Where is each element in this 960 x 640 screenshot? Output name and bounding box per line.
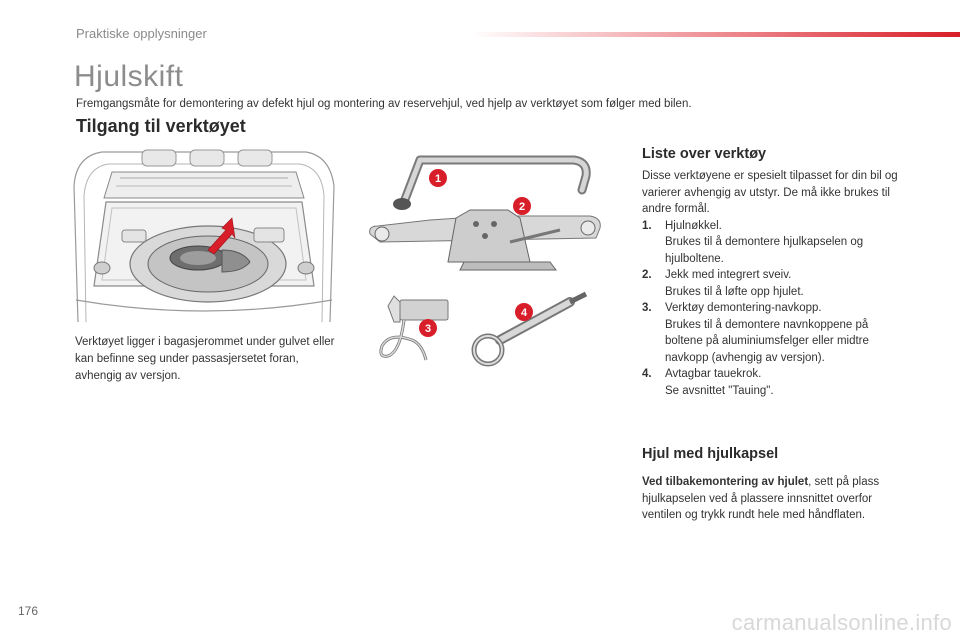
list-item-description: Brukes til å løfte opp hjulet. (665, 285, 804, 298)
list-item (642, 267, 904, 300)
list-item-description: Se avsnittet "Tauing". (665, 384, 774, 397)
list-item-number: 4. (642, 368, 652, 380)
watermark: carmanualsonline.info (731, 610, 952, 635)
list-item-name: Avtagbar tauekrok. (665, 368, 762, 380)
svg-text:1: 1 (434, 173, 442, 185)
list-item (642, 300, 904, 366)
tool-list-intro: Disse verktøyene er spesielt tilpasset for din bil og varierer avhengig av utstyr. De må ikke brukes til andre formål. (642, 170, 898, 215)
list-item-description: Brukes til å demontere hjulkapselen og hjulboltene. (665, 236, 864, 265)
hubcap-heading: Hjul med hjulkapsel (642, 446, 779, 462)
list-item-number: 2. (642, 269, 652, 281)
header-accent-bar (470, 32, 960, 37)
callout-3 (419, 319, 437, 337)
section-heading-access: Tilgang til verktøyet (76, 116, 246, 136)
list-item (642, 218, 904, 268)
page-title: Hjulskift (74, 60, 184, 93)
tool-list-heading: Liste over verktøy (642, 146, 767, 162)
hubcap-body: , sett på plass hjulkapselen ved å plassere innsnittet overfor ventilen og trykk rundt hele med håndflaten. (642, 476, 880, 521)
tool-list-section (642, 146, 904, 399)
access-description: Verktøyet ligger i bagasjerommet under gulvet eller kan befinne seg under passasjersetet foran, avhengig av versjon. (75, 336, 335, 382)
running-header: Praktiske opplysninger (76, 26, 207, 41)
trunk-illustration (72, 146, 336, 322)
page-number: 176 (18, 604, 39, 618)
hubcap-bold-lead: Ved tilbakemontering av hjulet (642, 476, 809, 488)
svg-text:4: 4 (520, 307, 528, 319)
list-item-name: Verktøy demontering-navkopp. (665, 302, 822, 314)
list-item-name: Hjulnøkkel. (665, 219, 722, 232)
list-item-name: Jekk med integrert sveiv. (665, 269, 792, 281)
tools-illustration (360, 146, 612, 378)
tool-list (642, 218, 904, 400)
callout-2 (513, 197, 531, 215)
list-item-number: 3. (642, 302, 652, 314)
callout-1 (429, 169, 447, 187)
list-item-number: 1. (642, 219, 652, 232)
page-subtitle: Fremgangsmåte for demontering av defekt hjul og montering av reservehjul, ved hjelp av verktøyet som følger med bilen. (76, 98, 692, 110)
list-item (642, 366, 904, 399)
list-item-description: Brukes til å demontere navnkoppene på boltene på aluminiumsfelger eller midtre navkopp (avhengig av versjon). (665, 318, 869, 364)
svg-text:3: 3 (424, 323, 432, 335)
hubcap-text (642, 474, 904, 524)
svg-text:2: 2 (518, 201, 526, 213)
callout-4 (515, 303, 533, 321)
hubcap-section (642, 446, 904, 524)
